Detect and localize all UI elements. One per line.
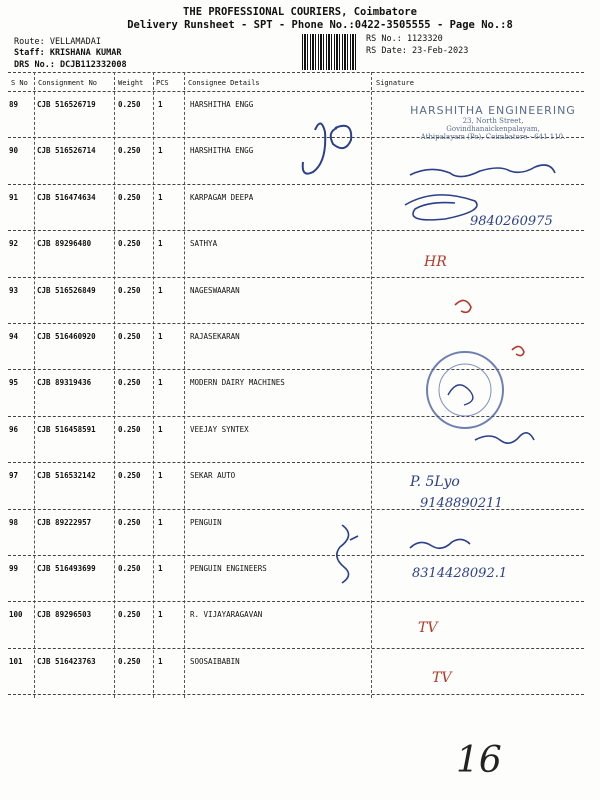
cell-consignee: VEEJAY SYNTEX [190, 424, 249, 434]
col-header-weight: Weight [118, 79, 144, 87]
cell-sno: 101 [9, 656, 23, 666]
cell-weight: 0.250 [118, 378, 141, 388]
cell-weight: 0.250 [118, 239, 141, 249]
cell-sno: 91 [9, 192, 19, 202]
cell-pcs: 1 [158, 517, 163, 527]
cell-consignee: SATHYA [190, 239, 218, 249]
handwritten-tv-101: TV [432, 670, 452, 686]
cell-consignee: HARSHITHA ENGG [190, 146, 254, 156]
stamp-city: Athipalayam (Po), Coimbatore - 641 110. [420, 133, 566, 141]
drs-label: DRS No.: DCJB112332008 [14, 60, 127, 70]
cell-consignee: PENGUIN [190, 517, 222, 527]
cell-sno: 93 [9, 285, 19, 295]
cell-weight: 0.250 [118, 192, 141, 202]
cell-pcs: 1 [158, 656, 163, 666]
cell-pcs: 1 [158, 146, 163, 156]
cell-sno: 100 [9, 610, 23, 620]
cell-weight: 0.250 [118, 656, 141, 666]
table-row [0, 278, 600, 324]
rs-number: RS No.: 1123320 [366, 34, 443, 44]
table-row [0, 649, 600, 695]
table-row [0, 370, 600, 416]
stamp-company-name: HARSHITHA ENGINEERING [410, 104, 576, 117]
cell-sno: 89 [9, 100, 19, 109]
cell-sno: 92 [9, 239, 19, 249]
table-row [0, 556, 600, 602]
stamp-area: Govindhanaickenpalayam, [446, 125, 540, 133]
cell-consignee: NAGESWAARAN [190, 285, 240, 295]
cell-consignee: R. VIJAYARAGAVAN [190, 610, 263, 620]
cell-consignment: CJB 516493699 [37, 564, 96, 573]
handwritten-note-97: P. 5Lyo [410, 474, 460, 490]
runsheet-subtitle: Delivery Runsheet - SPT - Phone No.:0422-3505555 - Page No.:8 [127, 19, 513, 31]
cell-weight: 0.250 [118, 517, 141, 527]
staff-label: Staff: KRISHANA KUMAR [14, 48, 122, 58]
cell-consignment: CJB 516474634 [37, 192, 96, 202]
table-row [0, 417, 600, 463]
cell-consignment: CJB 516458591 [37, 424, 96, 434]
cell-consignment: CJB 516526849 [37, 285, 96, 295]
cell-weight: 0.250 [118, 424, 141, 434]
cell-pcs: 1 [158, 424, 163, 434]
cell-pcs: 1 [158, 100, 163, 109]
cell-consignee: HARSHITHA ENGG [190, 100, 254, 109]
col-header-consignment: Consignment No [38, 79, 98, 87]
cell-consignment: CJB 89319436 [37, 378, 92, 388]
handwritten-phone-99: 8314428092.1 [412, 566, 508, 581]
cell-consignment: CJB 516423763 [37, 656, 96, 666]
company-stamp [398, 104, 588, 141]
cell-consignment: CJB 89296480 [37, 239, 92, 249]
col-header-consignee: Consignee Details [188, 79, 260, 87]
cell-consignee: SOOSAIBABIN [190, 656, 240, 666]
row-divider [8, 694, 584, 695]
cell-sno: 95 [9, 378, 19, 388]
table-row [0, 231, 600, 277]
table-row [0, 463, 600, 509]
route-label: Route: VELLAMADAI [14, 37, 101, 47]
cell-consignment: CJB 89222957 [37, 517, 92, 527]
cell-consignment: CJB 516460920 [37, 332, 96, 341]
cell-pcs: 1 [158, 471, 163, 481]
cell-consignment: CJB 516526714 [37, 146, 96, 156]
cell-sno: 98 [9, 517, 19, 527]
table-top-rule [8, 72, 584, 73]
handwritten-phone-91: 9840260975 [470, 214, 553, 229]
cell-consignee: PENGUIN ENGINEERS [190, 564, 267, 573]
handwritten-hr: HR [424, 254, 447, 270]
cell-weight: 0.250 [118, 332, 141, 341]
col-header-signature: Signature [376, 79, 414, 87]
cell-pcs: 1 [158, 192, 163, 202]
cell-pcs: 1 [158, 378, 163, 388]
cell-consignee: SEKAR AUTO [190, 471, 236, 481]
cell-consignee: RAJASEKARAN [190, 332, 240, 341]
cell-weight: 0.250 [118, 471, 141, 481]
cell-consignment: CJB 89296503 [37, 610, 92, 620]
cell-sno: 90 [9, 146, 19, 156]
table-row [0, 324, 600, 370]
cell-consignment: CJB 516526719 [37, 100, 96, 109]
cell-weight: 0.250 [118, 285, 141, 295]
cell-weight: 0.250 [118, 610, 141, 620]
table-row [0, 510, 600, 556]
col-header-pcs: PCS [156, 79, 169, 87]
cell-sno: 94 [9, 332, 19, 341]
runsheet-title: THE PROFESSIONAL COURIERS, Coimbatore [183, 6, 417, 18]
cell-weight: 0.250 [118, 564, 141, 573]
cell-pcs: 1 [158, 239, 163, 249]
cell-sno: 99 [9, 564, 19, 573]
stamp-street: 23, North Street, [462, 117, 524, 125]
barcode [302, 34, 356, 70]
cell-pcs: 1 [158, 285, 163, 295]
cell-pcs: 1 [158, 564, 163, 573]
cell-pcs: 1 [158, 610, 163, 620]
cell-pcs: 1 [158, 332, 163, 341]
rs-date: RS Date: 23-Feb-2023 [366, 46, 469, 56]
cell-consignee: KARPAGAM DEEPA [190, 192, 254, 202]
cell-consignee: MODERN DAIRY MACHINES [190, 378, 285, 388]
handwritten-tv-100: TV [418, 620, 438, 636]
cell-sno: 96 [9, 424, 19, 434]
handwritten-phone-97: 9148890211 [420, 496, 503, 511]
table-row [0, 138, 600, 184]
cell-sno: 97 [9, 471, 19, 481]
handwritten-page-mark: 16 [456, 740, 502, 781]
col-header-sno: S No [11, 79, 28, 87]
cell-weight: 0.250 [118, 100, 141, 109]
cell-consignment: CJB 516532142 [37, 471, 96, 481]
table-row [0, 602, 600, 648]
cell-weight: 0.250 [118, 146, 141, 156]
